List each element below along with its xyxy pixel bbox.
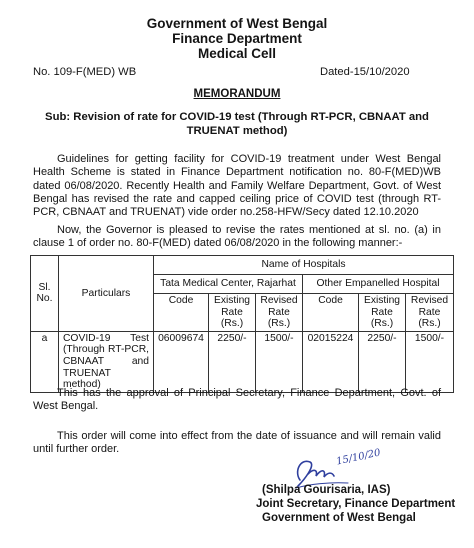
signatory-designation: Joint Secretary, Finance Department	[256, 498, 456, 510]
header-tmc-revised-rate: Revised Rate (Rs.)	[256, 294, 303, 332]
row-tmc-code: 06009674	[154, 331, 209, 392]
header-other-empanelled-hospital: Other Empanelled Hospital	[303, 275, 454, 294]
paragraph-approval: This has the approval of Principal Secretary, Finance Department, Govt. of West Bengal.	[33, 387, 441, 413]
signatory-office: Government of West Bengal	[262, 512, 416, 524]
header-cell: Medical Cell	[197, 46, 277, 61]
particulars-line-1: COVID-19 Test	[63, 332, 149, 344]
particulars-line-4: TRUENAT method)	[63, 367, 111, 391]
header-tata-medical-center: Tata Medical Center, Rajarhat	[154, 275, 303, 294]
header-name-of-hospitals: Name of Hospitals	[154, 256, 454, 275]
header-other-existing-rate: Existing Rate (Rs.)	[359, 294, 406, 332]
row-other-revised-rate: 1500/-	[406, 331, 454, 392]
paragraph-guidelines: Guidelines for getting facility for COVID-19 treatment under West Bengal Health Scheme is stated in Finance Department notification no. 80-F(MED)WB dated 06/08/2020. Recently Health and Family Welfare Department, Govt. of West Bengal has revised the rate and capped ceiling price of COVID test (through RT-PCR, CBNAAT and TRUENAT) vide order no.258-HFW/Secy dated 12.10.2020	[33, 153, 441, 219]
particulars-line-3: CBNAAT and	[63, 355, 149, 367]
row-tmc-revised-rate: 1500/-	[256, 331, 303, 392]
memorandum-title: MEMORANDUM	[193, 88, 281, 100]
subject-line-2: TRUENAT method)	[186, 125, 288, 137]
signature-handwritten-date: 15/10/20	[335, 447, 382, 468]
signatory-name: (Shilpa Gourisaria, IAS)	[262, 484, 391, 496]
header-government: Government of West Bengal	[146, 16, 328, 31]
header-department: Finance Department	[172, 31, 302, 46]
header-other-revised-rate: Revised Rate (Rs.)	[406, 294, 454, 332]
row-particulars	[59, 331, 154, 392]
header-particulars: Particulars	[59, 256, 154, 332]
header-tmc-existing-rate: Existing Rate (Rs.)	[209, 294, 256, 332]
paragraph-governor: Now, the Governor is pleased to revise the rates mentioned at sl. no. (a) in clause 1 of order no. 80-F(MED) dated 06/08/2020 in the following manner:-	[33, 224, 441, 250]
table-row	[31, 331, 454, 392]
reference-date: Dated-15/10/2020	[320, 66, 410, 78]
header-sl-no: Sl. No.	[31, 256, 59, 332]
row-sl: a	[31, 331, 59, 392]
reference-number: No. 109-F(MED) WB	[33, 66, 137, 78]
particulars-line-2: (Through RT-PCR,	[63, 344, 149, 356]
row-other-code: 02015224	[303, 331, 359, 392]
row-other-existing-rate: 2250/-	[359, 331, 406, 392]
row-tmc-existing-rate: 2250/-	[209, 331, 256, 392]
header-tmc-code: Code	[154, 294, 209, 332]
rates-table	[30, 255, 454, 393]
subject-line-1: Sub: Revision of rate for COVID-19 test (Through RT-PCR, CBNAAT and	[45, 111, 429, 123]
header-other-code: Code	[303, 294, 359, 332]
paragraph-effective: This order will come into effect from the date of issuance and will remain valid until further order.	[33, 430, 441, 456]
